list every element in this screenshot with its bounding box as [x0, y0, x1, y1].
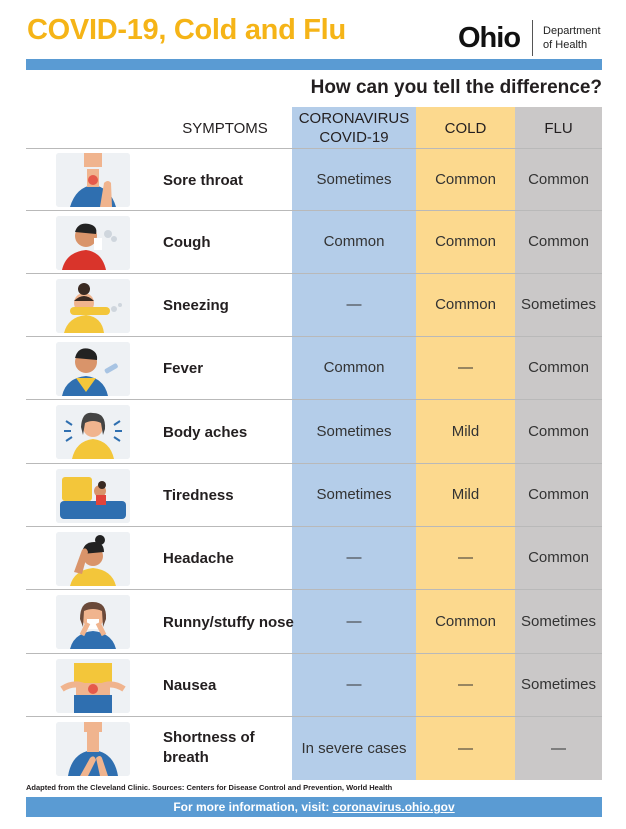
flu-value: Sometimes — [520, 296, 597, 313]
shortness-of-breath-illustration — [56, 722, 130, 776]
flu-value: Sometimes — [520, 676, 597, 693]
top-accent-bar — [26, 59, 602, 70]
covid-value: Sometimes — [316, 423, 392, 440]
cough-illustration — [56, 216, 130, 270]
table-row-headache — [26, 526, 602, 590]
flu-value: Common — [528, 423, 589, 440]
cold-value: — — [458, 549, 473, 566]
cold-value: Common — [435, 233, 496, 250]
symptoms-column-header: SYMPTOMS — [182, 119, 268, 137]
covid-header-line1: CORONAVIRUS — [298, 110, 410, 127]
covid-value: Common — [323, 359, 385, 376]
flu-value: Common — [528, 549, 589, 566]
flu-column-header: FLU — [544, 119, 573, 137]
nausea-illustration — [56, 659, 130, 713]
table-row-cough — [26, 210, 602, 274]
covid-value: Common — [323, 233, 385, 250]
symptom-label: Sore throat — [163, 172, 244, 189]
cold-value: Mild — [451, 423, 480, 440]
flu-value: Common — [528, 171, 589, 188]
symptom-label — [163, 728, 298, 768]
cold-column-header: COLD — [444, 119, 487, 137]
logo-divider — [532, 20, 533, 56]
covid-value: — — [346, 549, 362, 566]
cold-value: — — [458, 359, 473, 376]
logo-department-text — [543, 24, 600, 52]
page-title: COVID-19, Cold and Flu — [27, 14, 346, 46]
footer-info-bar — [26, 797, 602, 817]
source-footnote: Adapted from the Cleveland Clinic. Sources: Centers for Disease Control and Prevention, World Health — [26, 783, 393, 792]
ohio-department-of-health-logo — [458, 20, 601, 56]
symptom-label: Runny/stuffy nose — [163, 614, 294, 631]
symptom-label: Cough — [163, 234, 211, 251]
symptom-label-line1: Shortness of — [163, 729, 255, 746]
cold-value: Common — [435, 296, 496, 313]
table-row-sore-throat — [26, 148, 602, 211]
table-row-shortness-of-breath — [26, 716, 602, 781]
flu-value: Common — [528, 233, 589, 250]
ohio-logo-wordmark: Ohio — [458, 21, 521, 54]
symptom-label: Headache — [163, 550, 234, 567]
covid-value: Sometimes — [316, 486, 392, 503]
symptom-label: Tiredness — [163, 487, 234, 504]
table-row-sneezing — [26, 273, 602, 337]
covid-header-line2: COVID-19 — [319, 129, 389, 146]
footer-info-prefix: For more information, visit: — [173, 800, 330, 814]
flu-value: Sometimes — [520, 613, 597, 630]
symptom-label: Body aches — [163, 424, 248, 441]
sore-throat-illustration — [56, 153, 130, 207]
logo-dept-line2: of Health — [543, 39, 588, 51]
table-row-runny-nose — [26, 589, 602, 654]
cold-value: — — [458, 676, 473, 693]
footer-info-link[interactable]: coronavirus.ohio.gov — [332, 800, 455, 814]
cold-value: Common — [435, 171, 496, 188]
cold-value: Common — [435, 613, 496, 630]
table-row-fever — [26, 336, 602, 400]
covid-value: Sometimes — [316, 171, 392, 188]
cold-value: Mild — [451, 486, 480, 503]
covid-value: In severe cases — [301, 740, 407, 757]
table-row-nausea — [26, 653, 602, 717]
page-subtitle: How can you tell the difference? — [310, 77, 602, 98]
tiredness-illustration — [56, 469, 130, 523]
fever-illustration — [56, 342, 130, 396]
covid-value: — — [346, 296, 362, 313]
symptom-label: Nausea — [163, 677, 217, 694]
table-row-body-aches — [26, 399, 602, 464]
flu-value: Common — [528, 486, 589, 503]
runny-nose-illustration — [56, 595, 130, 649]
symptom-label: Fever — [163, 360, 204, 377]
symptom-label: Sneezing — [163, 297, 229, 314]
covid-column-header — [292, 107, 416, 149]
sneezing-illustration — [56, 279, 130, 333]
covid-value: — — [346, 613, 362, 630]
body-aches-illustration — [56, 405, 130, 459]
table-row-tiredness — [26, 463, 602, 527]
flu-value: — — [551, 740, 566, 757]
logo-dept-line1: Department — [543, 25, 601, 37]
headache-illustration — [56, 532, 130, 586]
flu-value: Common — [528, 359, 589, 376]
cold-value: — — [458, 740, 473, 757]
symptom-label-line2: breath — [163, 749, 209, 766]
covid-value: — — [346, 676, 362, 693]
